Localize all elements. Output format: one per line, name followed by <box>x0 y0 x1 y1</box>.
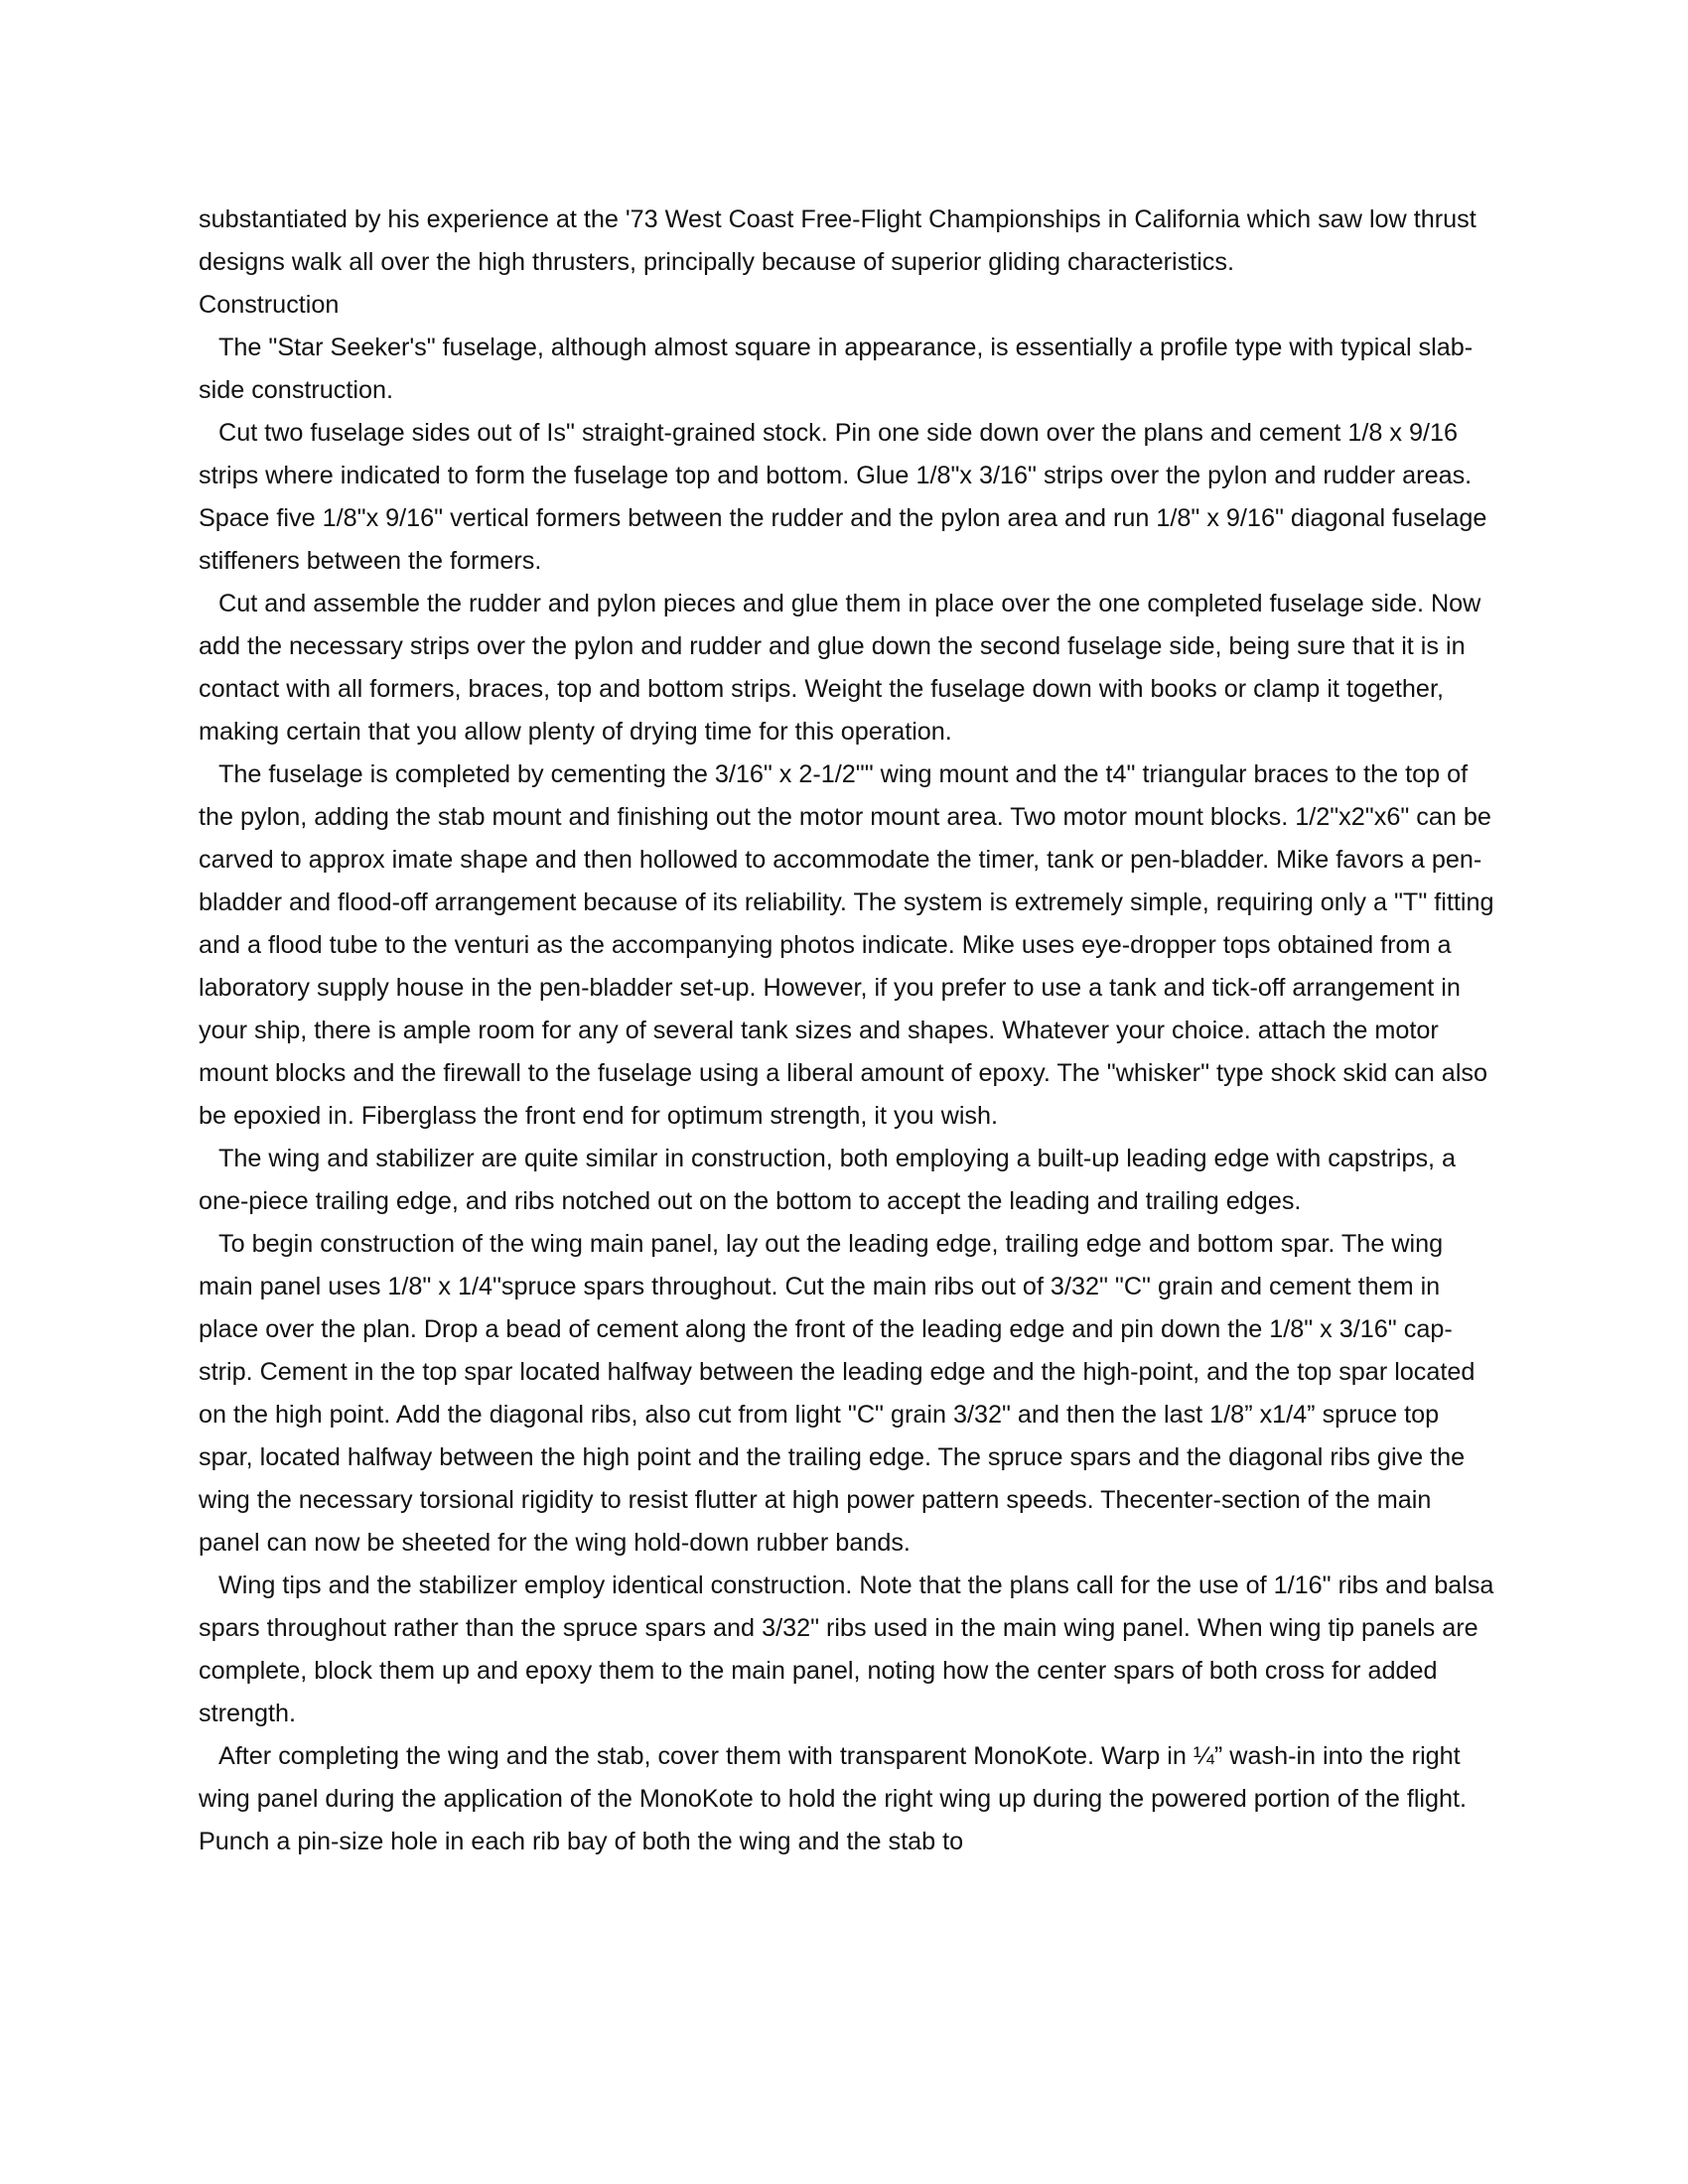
paragraph-wing-tips: Wing tips and the stabilizer employ identical construction. Note that the plans call for the use of 1/16" ribs and balsa spars throughout rather than the spruce spars and 3/32" ribs used in the main wing panel. When wing tip panels are complete, block them up and epoxy them to the main panel, noting how the center spars of both cross for added strength. <box>199 1571 1494 1727</box>
paragraph-fuselage-sides: Cut two fuselage sides out of Is" straight-grained stock. Pin one side down over the plans and cement 1/8 x 9/16 strips where indicated to form the fuselage top and bottom. Glue 1/8"x 3/16" strips over the pylon and rudder areas. Space five 1/8"x 9/16" vertical formers between the rudder and the pylon area and run 1/8" x 9/16" diagonal fuselage stiffeners between the formers. <box>199 419 1487 575</box>
paragraph-intro-continuation: substantiated by his experience at the '73 West Coast Free-Flight Championships in California which saw low thrust designs walk all over the high thrusters, principally because of superior gliding characteristics. <box>199 205 1477 276</box>
paragraph-motor-mount: The fuselage is completed by cementing the 3/16" x 2-1/2"" wing mount and the t4" triangular braces to the top of the pylon, adding the stab mount and finishing out the motor mount area. Two motor mount blocks. 1/2"x2"x6" can be carved to approx imate shape and then hollowed to accommodate the timer, tank or pen-bladder. Mike favors a pen-bladder and flood-off arrangement because of its reliability. The system is extremely simple, requiring only a "T" fitting and a flood tube to the venturi as the accompanying photos indicate. Mike uses eye-dropper tops obtained from a laboratory supply house in the pen-bladder set-up. However, if you prefer to use a tank and tick-off arrangement in your ship, there is ample room for any of several tank sizes and shapes. Whatever your choice. attach the motor mount blocks and the firewall to the fuselage using a liberal amount of epoxy. The "whisker" type shock skid can also be epoxied in. Fiberglass the front end for optimum strength, it you wish. <box>199 760 1494 1130</box>
paragraph-wing-stab-overview: The wing and stabilizer are quite similar in construction, both employing a built-up leading edge with capstrips, a one-piece trailing edge, and ribs notched out on the bottom to accept the leading and trailing edges. <box>199 1145 1457 1215</box>
paragraph-covering: After completing the wing and the stab, cover them with transparent MonoKote. Warp in ¼” wash-in into the right wing panel during the application of the MonoKote to hold the right wing up during the powered portion of the flight. Punch a pin-size hole in each rib bay of both the wing and the stab to <box>199 1742 1468 1855</box>
paragraph-fuselage-overview: The "Star Seeker's" fuselage, although almost square in appearance, is essentially a profile type with typical slab-side construction. <box>199 334 1474 404</box>
document-page <box>199 199 1494 1863</box>
paragraph-wing-main-panel: To begin construction of the wing main panel, lay out the leading edge, trailing edge and bottom spar. The wing main panel uses 1/8" x 1/4"spruce spars throughout. Cut the main ribs out of 3/32" "C" grain and cement them in place over the plan. Drop a bead of cement along the front of the leading edge and pin down the 1/8" x 3/16" cap-strip. Cement in the top spar located halfway between the leading edge and the high-point, and the top spar located on the high point. Add the diagonal ribs, also cut from light "C" grain 3/32" and then the last 1/8” x1/4” spruce top spar, located halfway between the high point and the trailing edge. The spruce spars and the diagonal ribs give the wing the necessary torsional rigidity to resist flutter at high power pattern speeds. Thecenter-section of the main panel can now be sheeted for the wing hold-down rubber bands. <box>199 1230 1476 1557</box>
section-heading-construction: Construction <box>199 291 340 319</box>
paragraph-rudder-pylon: Cut and assemble the rudder and pylon pieces and glue them in place over the one completed fuselage side. Now add the necessary strips over the pylon and rudder and glue down the second fuselage side, being sure that it is in contact with all formers, braces, top and bottom strips. Weight the fuselage down with books or clamp it together, making certain that you allow plenty of drying time for this operation. <box>199 590 1481 746</box>
